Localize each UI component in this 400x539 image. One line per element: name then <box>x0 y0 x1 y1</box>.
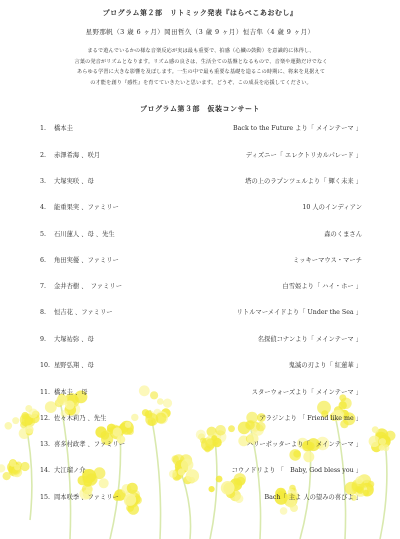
program-performer: 喜多村政孝 、ファミリー <box>54 441 126 448</box>
paragraph-line: まるで遊んでいるかの様な音楽反応が実は最も重要で、拍感（心臓の鼓動）を意識的に体得し、 <box>87 48 315 54</box>
program-number: 11. <box>40 389 51 396</box>
program-song: ハリーポッターより「 メインテーマ 」 <box>246 441 362 448</box>
program-performer: 橋本圭 、母 <box>54 389 88 396</box>
program-song: 名探偵コナンより「 メインテーマ 」 <box>257 336 362 343</box>
program-song: 10 人のインディアン <box>302 204 362 211</box>
program-number: 1. <box>40 125 47 132</box>
program-number: 13. <box>40 441 51 448</box>
program-performer: 大塚実咲 、母 <box>54 178 94 185</box>
program-performer: 角田実優 、ファミリー <box>54 257 119 264</box>
program-item <box>0 123 400 135</box>
program-song: 塔の上のラプンツェルより「 輝く未来 」 <box>245 178 362 185</box>
program-number: 14. <box>40 467 51 474</box>
section2-performers: 星野那帆（3 歳 6 ヶ月）岡田哲久（3 歳 9 ヶ月）恒吉隼（4 歳 9 ヶ月） <box>85 28 315 36</box>
program-song: ディズニー「 エレクトリカルパレード 」 <box>245 152 362 159</box>
program-song: スターウォーズより「 メインテーマ 」 <box>251 389 362 396</box>
program-song: アラジンより 「 Friend like me 」 <box>259 415 362 422</box>
program-performer: 大江瑠ノ介 <box>54 467 86 474</box>
program-item <box>0 360 400 372</box>
paragraph-line: あらゆる学習に大きな影響を及ぼします。一生の中で最も重要な基礎を造るこの時期に、将来を見据えて <box>76 69 326 76</box>
program-item <box>0 281 400 293</box>
program-item <box>0 150 400 162</box>
program-performer: 佐々木莉乃 、先生 <box>54 415 107 422</box>
paragraph-line: 言葉の発音がリズムとなります。リズム感の良さは、生活全ての基盤となるもので、音楽や運動だけでなく <box>74 58 328 65</box>
program-number: 4. <box>40 204 47 211</box>
section3-title: プログラム第３部 仮装コンサート <box>140 104 260 113</box>
program-item <box>0 176 400 188</box>
program-song: 白雪姫より「 ハイ・ホー 」 <box>282 283 362 290</box>
program-number: 10. <box>40 362 51 369</box>
program-number: 6. <box>40 257 47 264</box>
program-number: 5. <box>40 231 47 238</box>
program-performer: 石川蓮人 、母 、先生 <box>54 231 115 238</box>
program-performer: 金井杏樹 、 ファミリー <box>54 283 122 290</box>
program-number: 15. <box>40 494 51 501</box>
program-song: リトルマーメイドより「 Under the Sea 」 <box>236 309 362 316</box>
program-item <box>0 465 400 477</box>
program-item <box>0 387 400 399</box>
section2-title: プログラム第２部 リトミック発表『はらぺこあおむし』 <box>102 8 298 17</box>
program-performer: 橋本圭 <box>54 125 73 132</box>
section2-paragraph <box>36 46 366 89</box>
program-item <box>0 307 400 319</box>
program-item <box>0 202 400 214</box>
program-item <box>0 413 400 425</box>
program-song: Back to the Future より「 メインテーマ 」 <box>233 125 362 132</box>
program-song: ミッキーマウス・マーチ <box>293 257 362 264</box>
program-song: Bach「 主よ 人の望みの喜びよ 」 <box>264 494 362 501</box>
program-song: 鬼滅の刃より「 紅蓮華 」 <box>288 362 362 369</box>
program-number: 9. <box>40 336 47 343</box>
program-number: 12. <box>40 415 51 422</box>
paragraph-line: の才能を創り『感性』を育てていきたいと思います。どうぞ、この成長を応援してください。 <box>90 80 312 87</box>
program-song: 森のくまさん <box>324 231 362 238</box>
program-performer: 大塚祐弥 、母 <box>54 336 94 343</box>
program-song: コウノドリより 「 Baby, God bless you 」 <box>231 467 362 474</box>
program-item <box>0 439 400 451</box>
program-performer: 赤澤希海 、咲月 <box>54 152 101 159</box>
program-item <box>0 492 400 504</box>
program-item <box>0 229 400 241</box>
program-performer: 能重果実 、ファミリー <box>54 204 119 211</box>
program-number: 8. <box>40 309 47 316</box>
program-item <box>0 334 400 346</box>
program-performer: 恒吉花 、ファミリー <box>54 309 113 316</box>
program-number: 7. <box>40 283 47 290</box>
program-performer: 星野弘翔 、母 <box>54 362 94 369</box>
program-performer: 岡本咲季 、ファミリー <box>54 494 119 501</box>
program-number: 3. <box>40 178 47 185</box>
program-number: 2. <box>40 152 47 159</box>
program-item <box>0 255 400 267</box>
